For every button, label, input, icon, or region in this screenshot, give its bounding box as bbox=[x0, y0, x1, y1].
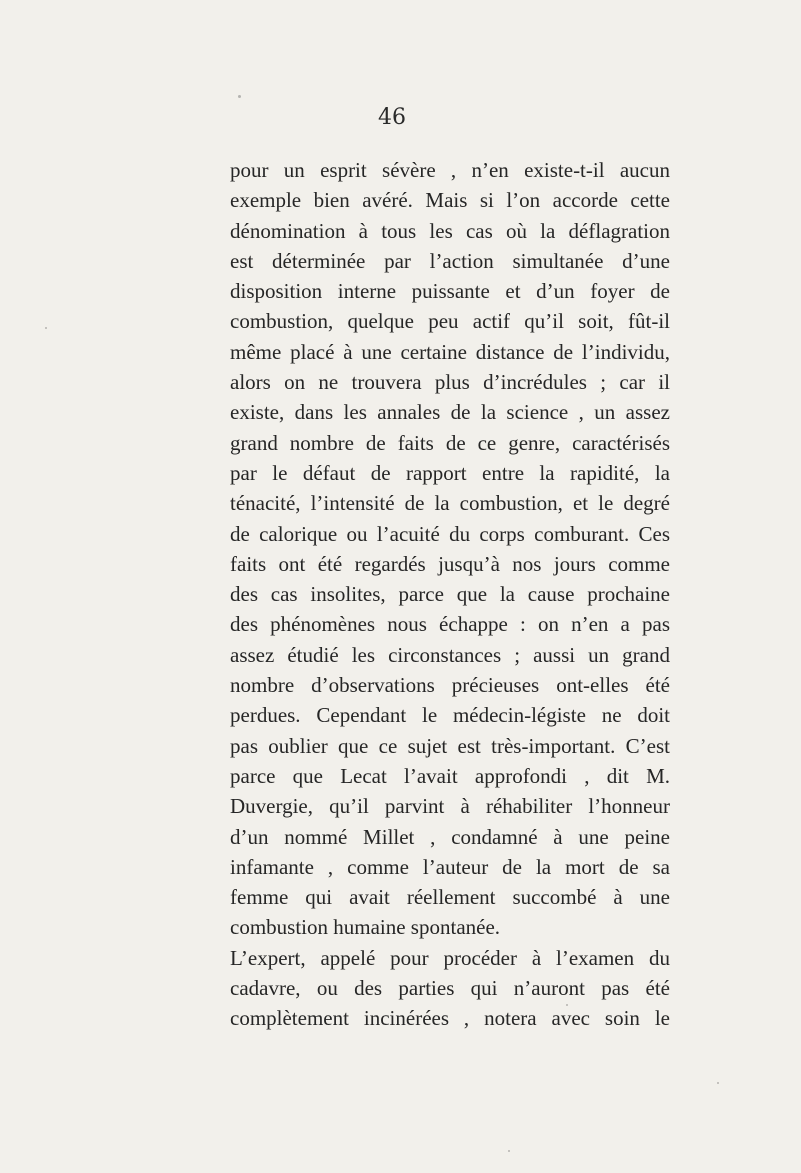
text-line: perdues. Cependant le médecin-légiste ne doit bbox=[230, 703, 670, 728]
text-line: Duvergie, qu’il parvint à réhabiliter l’honneur bbox=[230, 794, 670, 819]
body-text bbox=[230, 155, 670, 1034]
text-line: pour un esprit sévère , n’en existe-t-il aucun bbox=[230, 158, 670, 182]
paper-speck bbox=[566, 1004, 568, 1006]
paper-speck bbox=[508, 1150, 510, 1152]
text-line: parce que Lecat l’avait approfondi , dit M. bbox=[230, 763, 670, 788]
text-line: est déterminée par l’action simultanée d’une bbox=[230, 248, 670, 273]
text-line: pas oublier que ce sujet est très-important. C’est bbox=[230, 733, 670, 758]
text-line: exemple bien avéré. Mais si l’on accorde cette bbox=[230, 188, 670, 213]
text-line: même placé à une certaine distance de l’individu, bbox=[230, 339, 670, 364]
text-line: par le défaut de rapport entre la rapidité, la bbox=[230, 460, 670, 485]
text-line: femme qui avait réellement succombé à une bbox=[230, 885, 670, 910]
text-line: des phénomènes nous échappe : on n’en a pas bbox=[230, 612, 670, 637]
text-line: nombre d’observations précieuses ont-elles été bbox=[230, 673, 670, 698]
text-line: cadavre, ou des parties qui n’auront pas été bbox=[230, 976, 670, 1001]
text-line: disposition interne puissante et d’un foyer de bbox=[230, 279, 670, 304]
paper-speck bbox=[45, 327, 47, 329]
text-line: faits ont été regardés jusqu’à nos jours comme bbox=[230, 551, 670, 576]
page-number: 46 bbox=[378, 105, 406, 130]
text-line: de calorique ou l’acuité du corps comburant. Ces bbox=[230, 521, 670, 546]
text-line: dénomination à tous les cas où la déflagration bbox=[230, 218, 670, 243]
text-line: ténacité, l’intensité de la combustion, et le degré bbox=[230, 491, 670, 516]
paper-speck bbox=[717, 1082, 719, 1084]
paper-speck bbox=[238, 95, 241, 98]
text-line: complètement incinérées , notera avec soin le bbox=[230, 1006, 670, 1031]
text-line: combustion humaine spontanée. bbox=[230, 915, 501, 940]
text-line: existe, dans les annales de la science , un assez bbox=[230, 400, 670, 425]
text-line: des cas insolites, parce que la cause prochaine bbox=[230, 582, 670, 607]
text-line: grand nombre de faits de ce genre, caractérisés bbox=[230, 430, 670, 455]
text-line: d’un nommé Millet , condamné à une peine bbox=[230, 824, 670, 849]
text-line: L’expert, appelé pour procéder à l’examen du bbox=[230, 945, 670, 970]
text-line: assez étudié les circonstances ; aussi un grand bbox=[230, 642, 670, 667]
text-line: infamante , comme l’auteur de la mort de sa bbox=[230, 854, 670, 879]
text-line: alors on ne trouvera plus d’incrédules ; car il bbox=[230, 370, 670, 395]
text-line: combustion, quelque peu actif qu’il soit, fût-il bbox=[230, 309, 670, 334]
